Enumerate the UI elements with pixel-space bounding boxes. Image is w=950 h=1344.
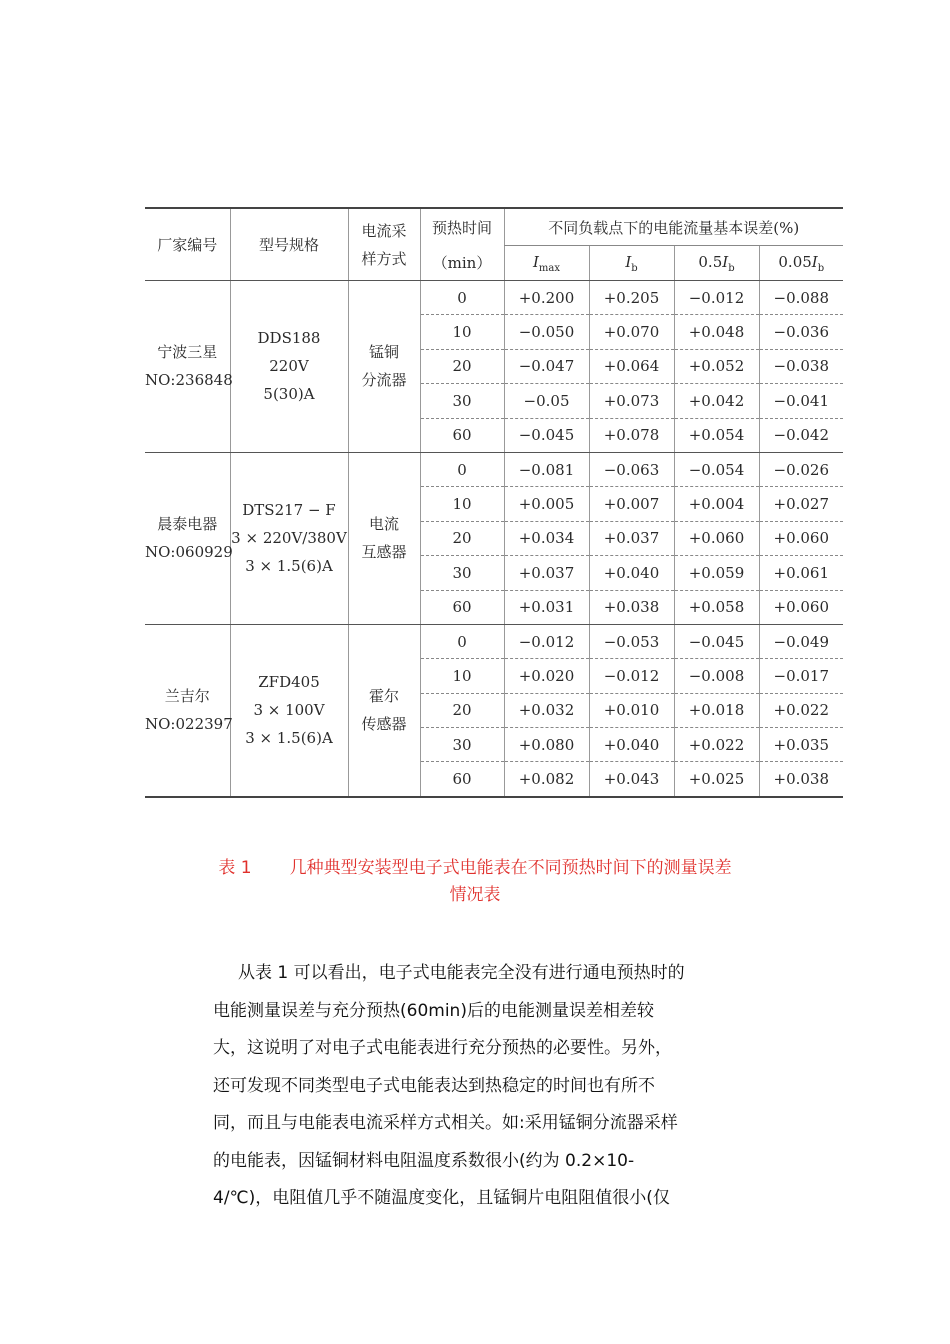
error-value-cell: +0.064 — [589, 349, 674, 383]
body-paragraph — [213, 955, 753, 1218]
error-value-cell: +0.080 — [504, 728, 589, 762]
preheat-time-cell: 20 — [420, 693, 504, 727]
error-value-cell: −0.012 — [589, 659, 674, 693]
header-load-005ib: $0.05I_b$ — [759, 246, 843, 281]
paragraph-line: 从表 1 可以看出，电子式电能表完全没有进行通电预热时的 — [238, 963, 685, 983]
paragraph-line: 同，而且与电能表电流采样方式相关。如:采用锰铜分流器采样 — [213, 1113, 678, 1133]
error-value-cell: +0.059 — [674, 556, 759, 590]
error-value-cell: +0.034 — [504, 521, 589, 555]
header-preheat: 预热时间 — [420, 208, 504, 246]
preheat-time-cell: 20 — [420, 521, 504, 555]
sampling-cell-line: 传感器 — [361, 715, 407, 734]
error-value-cell: +0.082 — [504, 762, 589, 797]
error-value-cell: +0.205 — [589, 281, 674, 315]
error-value-cell: +0.040 — [589, 556, 674, 590]
error-value-cell: +0.054 — [674, 418, 759, 452]
error-value-cell: +0.061 — [759, 556, 843, 590]
sampling-cell-line: 互感器 — [361, 543, 407, 562]
model-cell-line: 220V — [269, 357, 309, 376]
error-value-cell: −0.045 — [674, 624, 759, 658]
preheat-time-cell: 30 — [420, 556, 504, 590]
error-value-cell: −0.017 — [759, 659, 843, 693]
table-row — [145, 452, 843, 486]
error-value-cell: −0.049 — [759, 624, 843, 658]
model-cell — [230, 624, 348, 796]
paragraph-line: 的电能表，因锰铜材料电阻温度系数很小(约为 0.2×10- — [213, 1150, 635, 1171]
error-value-cell: −0.036 — [759, 315, 843, 349]
error-value-cell: −0.012 — [674, 281, 759, 315]
preheat-time-cell: 10 — [420, 315, 504, 349]
model-cell-line: 3 × 220V/380V — [231, 529, 347, 548]
model-cell-line: 3 × 100V — [253, 701, 325, 720]
maker-cell — [145, 281, 233, 453]
error-value-cell: −0.088 — [759, 281, 843, 315]
preheat-time-cell: 60 — [420, 418, 504, 452]
error-value-cell: +0.070 — [589, 315, 674, 349]
preheat-time-cell: 60 — [420, 590, 504, 624]
error-value-cell: +0.073 — [589, 384, 674, 418]
header-sampling-line: 样方式 — [361, 249, 407, 268]
error-value-cell: +0.060 — [759, 590, 843, 624]
error-value-cell: +0.022 — [759, 693, 843, 727]
header-load-05ib: $0.5I_b$ — [674, 246, 759, 281]
error-value-cell: +0.031 — [504, 590, 589, 624]
error-value-cell: −0.047 — [504, 349, 589, 383]
error-value-cell: +0.060 — [759, 521, 843, 555]
table-row — [145, 281, 843, 315]
error-value-cell: +0.200 — [504, 281, 589, 315]
sampling-cell — [348, 452, 420, 624]
error-value-cell: +0.042 — [674, 384, 759, 418]
model-cell-line: ZFD405 — [258, 673, 320, 692]
header-maker: 厂家编号 — [145, 208, 230, 281]
model-cell-line: 3 × 1.5(6)A — [245, 557, 333, 576]
maker-cell-line: NO:022397 — [145, 715, 233, 734]
table-caption — [0, 853, 950, 878]
model-cell-line: DDS188 — [257, 329, 321, 348]
sampling-cell — [348, 281, 420, 453]
model-cell-line: 3 × 1.5(6)A — [245, 729, 333, 748]
sampling-cell-line: 锰铜 — [368, 343, 399, 362]
error-value-cell: +0.060 — [674, 521, 759, 555]
sampling-cell-line: 电流 — [368, 515, 399, 534]
paragraph-line: 大，这说明了对电子式电能表进行充分预热的必要性。另外， — [213, 1038, 672, 1058]
maker-cell-line: 晨泰电器 — [157, 515, 218, 534]
model-cell — [230, 281, 348, 453]
error-value-cell: +0.038 — [759, 762, 843, 797]
preheat-time-cell: 0 — [420, 452, 504, 486]
error-value-cell: −0.042 — [759, 418, 843, 452]
maker-cell-line: 宁波三星 — [157, 343, 218, 362]
error-value-cell: −0.041 — [759, 384, 843, 418]
error-value-cell: +0.078 — [589, 418, 674, 452]
error-value-cell: +0.022 — [674, 728, 759, 762]
error-value-cell: +0.035 — [759, 728, 843, 762]
header-load-ib: $I_b$ — [589, 246, 674, 281]
preheat-time-cell: 30 — [420, 384, 504, 418]
header-sampling — [348, 208, 420, 281]
error-value-cell: −0.026 — [759, 452, 843, 486]
preheat-time-cell: 60 — [420, 762, 504, 797]
error-value-cell: +0.037 — [589, 521, 674, 555]
maker-cell — [145, 624, 233, 796]
error-value-cell: +0.038 — [589, 590, 674, 624]
error-value-cell: −0.045 — [504, 418, 589, 452]
sampling-cell-line: 霍尔 — [368, 687, 399, 706]
maker-cell-line: NO:060929 — [145, 543, 233, 562]
error-value-cell: −0.038 — [759, 349, 843, 383]
maker-cell-line: 兰吉尔 — [164, 687, 210, 706]
error-value-cell: −0.05 — [504, 384, 589, 418]
error-value-cell: −0.063 — [589, 452, 674, 486]
preheat-time-cell: 10 — [420, 659, 504, 693]
error-value-cell: +0.037 — [504, 556, 589, 590]
header-load-imax: $I_{max}$ — [504, 246, 589, 281]
caption-label: 表 1 — [218, 858, 252, 878]
error-value-cell: +0.004 — [674, 487, 759, 521]
error-value-cell: +0.058 — [674, 590, 759, 624]
header-model: 型号规格 — [230, 208, 348, 281]
error-value-cell: +0.043 — [589, 762, 674, 797]
paragraph-line: 电能测量误差与充分预热(60min)后的电能测量误差相差较 — [213, 1000, 654, 1021]
error-table — [145, 207, 843, 798]
error-value-cell: +0.025 — [674, 762, 759, 797]
error-value-cell: −0.012 — [504, 624, 589, 658]
model-cell-line: DTS217 − F — [242, 501, 336, 520]
header-preheat-unit: （min） — [420, 246, 504, 281]
error-value-cell: +0.007 — [589, 487, 674, 521]
table-row — [145, 624, 843, 658]
maker-cell — [145, 452, 233, 624]
sampling-cell-line: 分流器 — [361, 371, 407, 390]
error-value-cell: −0.053 — [589, 624, 674, 658]
preheat-time-cell: 10 — [420, 487, 504, 521]
preheat-time-cell: 30 — [420, 728, 504, 762]
maker-cell-line: NO:236848 — [145, 371, 233, 390]
caption-line1: 几种典型安装型电子式电能表在不同预热时间下的测量误差 — [289, 858, 732, 878]
error-value-cell: +0.027 — [759, 487, 843, 521]
error-value-cell: +0.020 — [504, 659, 589, 693]
error-value-cell: −0.081 — [504, 452, 589, 486]
error-value-cell: +0.005 — [504, 487, 589, 521]
preheat-time-cell: 0 — [420, 624, 504, 658]
preheat-time-cell: 20 — [420, 349, 504, 383]
error-value-cell: −0.050 — [504, 315, 589, 349]
error-value-cell: −0.008 — [674, 659, 759, 693]
error-value-cell: +0.018 — [674, 693, 759, 727]
paragraph-line: 4/℃)，电阻值几乎不随温度变化，且锰铜片电阻阻值很小(仅 — [213, 1188, 670, 1208]
header-sampling-line: 电流采 — [361, 221, 407, 240]
sampling-cell — [348, 624, 420, 796]
error-value-cell: +0.040 — [589, 728, 674, 762]
error-value-cell: +0.032 — [504, 693, 589, 727]
table-caption-line2: 情况表 — [449, 885, 501, 905]
error-value-cell: +0.010 — [589, 693, 674, 727]
model-cell — [230, 452, 348, 624]
error-value-cell: +0.048 — [674, 315, 759, 349]
error-value-cell: +0.052 — [674, 349, 759, 383]
paragraph-line: 还可发现不同类型电子式电能表达到热稳定的时间也有所不 — [213, 1075, 655, 1096]
error-value-cell: −0.054 — [674, 452, 759, 486]
preheat-time-cell: 0 — [420, 281, 504, 315]
header-error-group: 不同负载点下的电能流量基本误差(%) — [504, 208, 843, 246]
model-cell-line: 5(30)A — [263, 385, 315, 404]
